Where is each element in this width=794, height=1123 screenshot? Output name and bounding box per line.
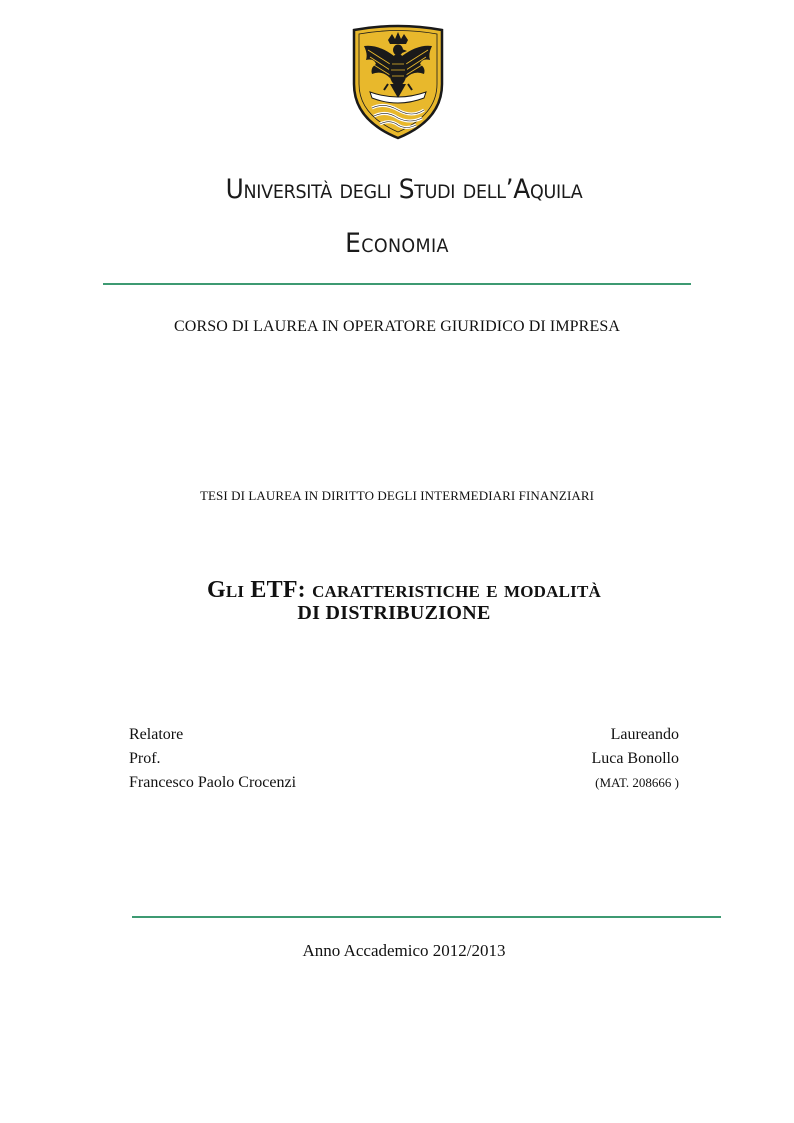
- thesis-title-line-1: Gli ETF: caratteristiche e modalità: [206, 577, 602, 603]
- supervisor-name: Francesco Paolo Crocenzi: [129, 774, 297, 791]
- candidate-role: Laureando: [610, 726, 679, 743]
- supervisor-honorific: Prof.: [129, 750, 161, 767]
- top-divider: [103, 283, 691, 285]
- university-crest-icon: [350, 24, 446, 140]
- supervisor-role: Relatore: [129, 726, 184, 743]
- candidate-block: [591, 723, 679, 795]
- supervisor-block: [129, 723, 296, 795]
- candidate-name: Luca Bonollo: [591, 750, 679, 767]
- university-name: Università degli Studi dell’Aquila: [225, 174, 583, 205]
- thesis-title-line-2: DI DISTRIBUZIONE: [297, 602, 491, 624]
- bottom-divider: [132, 916, 721, 918]
- academic-year: Anno Accademico 2012/2013: [302, 941, 506, 960]
- thesis-type: TESI DI LAUREA IN DIRITTO DEGLI INTERMEDIARI FINANZIARI: [199, 488, 595, 503]
- candidate-student-id: (MAT. 208666 ): [595, 775, 679, 790]
- degree-course: CORSO DI LAUREA IN OPERATORE GIURIDICO DI IMPRESA: [174, 318, 620, 335]
- faculty-name: Economia: [345, 228, 449, 259]
